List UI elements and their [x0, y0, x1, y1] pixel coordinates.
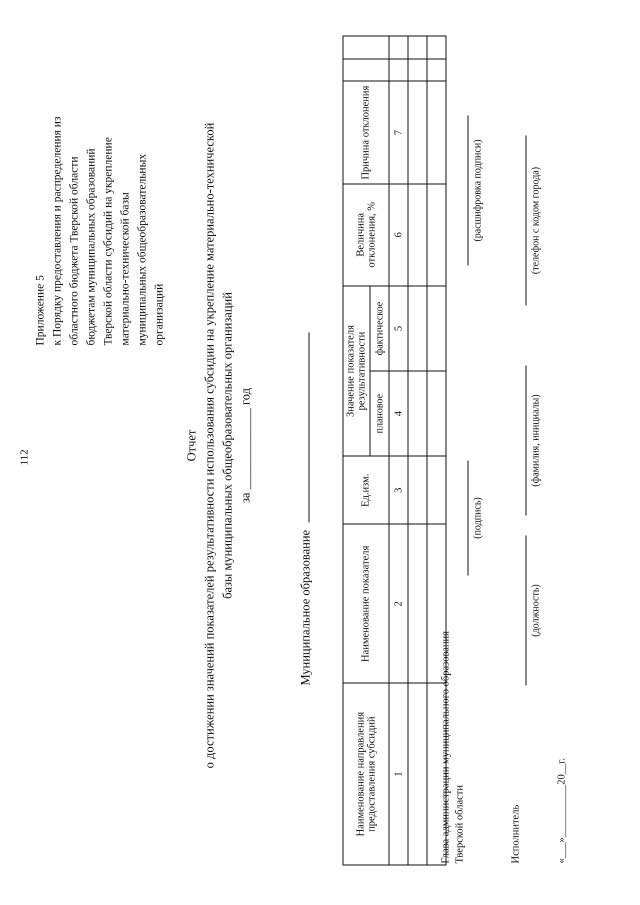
table-cell[interactable] [427, 81, 446, 183]
table-cell[interactable] [389, 36, 408, 59]
appendix-line: материально-технической базы [119, 191, 131, 345]
head-signature-line[interactable] [466, 460, 468, 575]
date-line[interactable]: «___»__________20__г. [556, 757, 567, 863]
table-cell[interactable] [427, 456, 446, 524]
executor-name-line[interactable] [524, 365, 526, 515]
table-cell[interactable] [427, 36, 446, 59]
header-extra-col [343, 36, 389, 59]
table-cell[interactable] [408, 36, 427, 59]
table-cell[interactable] [427, 183, 446, 285]
appendix-line: Тверской области субсидий на укрепление [102, 136, 114, 345]
head-title-line1: Глава администрации муниципального образования [440, 630, 451, 863]
header-actual: фактическое [370, 285, 389, 370]
table-cell[interactable] [408, 371, 427, 456]
report-period: за _____________ год [238, 387, 252, 503]
appendix-block [32, 45, 168, 345]
header-value-group: Значение показателя результативности [343, 285, 370, 455]
header-extra-col [343, 58, 389, 81]
table-cell[interactable] [408, 456, 427, 524]
appendix-line: бюджетам муниципальных образований [85, 147, 97, 345]
signature-caption: (подпись) [472, 496, 483, 539]
executor-label: Исполнитель [510, 804, 521, 863]
header-indicator-name: Наименование показателя [343, 524, 389, 683]
appendix-line: Приложение 5 [34, 274, 46, 345]
table-cell[interactable] [427, 58, 446, 81]
appendix-line: к Порядку предоставления и распределения из [51, 116, 63, 345]
appendix-line: организаций [153, 283, 165, 345]
column-number: 3 [389, 456, 408, 524]
header-reason: Причина отклонения [343, 81, 389, 183]
appendix-line: областного бюджета Тверской области [68, 156, 80, 345]
municipality-input-line[interactable] [296, 332, 309, 522]
header-direction: Наименование направления предоставления субсидий [343, 683, 389, 865]
position-caption: (должность) [530, 583, 541, 637]
table-cell[interactable] [408, 524, 427, 683]
table-cell[interactable] [408, 183, 427, 285]
report-title-block [182, 85, 254, 805]
header-unit: Ед.изм. [343, 456, 389, 524]
column-number: 6 [389, 183, 408, 285]
head-decode-line[interactable] [466, 115, 468, 265]
column-number: 7 [389, 81, 408, 183]
table-cell[interactable] [427, 285, 446, 370]
table-row [408, 36, 427, 865]
column-number: 5 [389, 285, 408, 370]
column-number: 1 [389, 683, 408, 865]
report-title: Отчет [184, 429, 198, 461]
column-number: 4 [389, 371, 408, 456]
table-cell[interactable] [408, 81, 427, 183]
appendix-line: муниципальных общеобразовательных [136, 153, 148, 345]
column-number: 2 [389, 524, 408, 683]
head-title-line2: Тверской области [454, 784, 465, 863]
table-cell[interactable] [408, 285, 427, 370]
municipality-field [296, 332, 313, 685]
name-caption: (фамилия, инициалы) [530, 393, 541, 487]
table-cell[interactable] [408, 58, 427, 81]
report-subtitle-line2: базы муниципальных общеобразовательных организаций [220, 291, 234, 599]
phone-caption: (телефон с кодом города) [530, 166, 541, 274]
report-subtitle-line1: о достижении значений показателей результативности использования субсидии на укрепление материально-технической [202, 122, 216, 768]
header-deviation: Величина отклонения, % [343, 183, 389, 285]
table-cell[interactable] [427, 371, 446, 456]
table-cell[interactable] [408, 683, 427, 865]
executor-phone-line[interactable] [524, 135, 526, 305]
page-number: 112 [18, 448, 30, 465]
decode-caption: (расшифровка подписи) [472, 138, 483, 242]
executor-position-line[interactable] [524, 535, 526, 685]
header-planned: плановое [370, 371, 389, 456]
municipality-label: Муниципальное образование [298, 529, 312, 685]
report-table [342, 35, 446, 865]
table-cell[interactable] [389, 58, 408, 81]
